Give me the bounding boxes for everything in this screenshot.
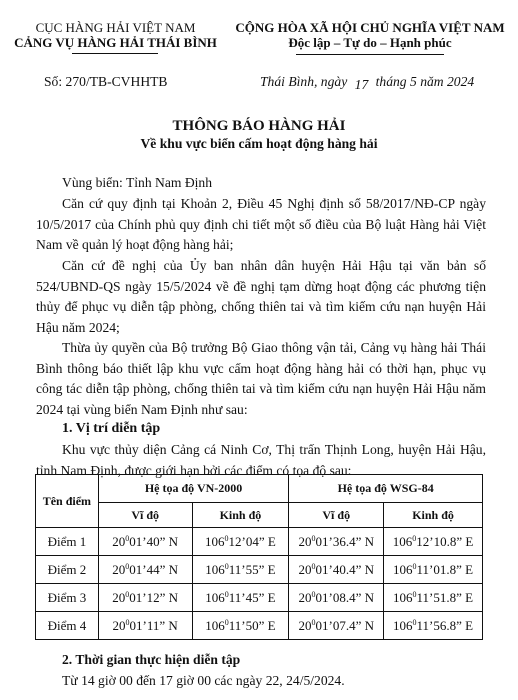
wgs-longitude: $106^012’10.8$” E [384, 528, 483, 556]
wgs-latitude: $20^001’08.4$” N [289, 584, 384, 612]
coordinates-table [35, 474, 483, 640]
paragraph-authorization: Thừa ủy quyền của Bộ trưởng Bộ Giao thông vận tải, Cảng vụ hàng hải Thái Bình thông báo thiết lập khu vực cấm hoạt động hàng hải có thời hạn, phục vụ công tác diễn tập phòng, chống thiên tai và tìm kiếm cứu nạn huyện Hải Hậu năm 2024 tại vùng biển Nam Định như sau: [36, 340, 486, 417]
vn-latitude: $20^001’44$” N [98, 556, 192, 584]
wgs-latitude: $20^001’07.4$” N [289, 612, 384, 640]
doc-date [260, 72, 474, 93]
agency-parent: CỤC HÀNG HẢI VIỆT NAM [35, 20, 196, 35]
date-day: 17 [354, 77, 369, 92]
table-row [36, 584, 483, 612]
wgs-longitude: $106^011’01.8$” E [384, 556, 483, 584]
section-1-heading: 1. Vị trí diễn tập [62, 421, 161, 436]
vn-longitude: $106^012’04$” E [192, 528, 289, 556]
country-name: CỘNG HÒA XÃ HỘI CHỦ NGHĨA VIỆT NAM [235, 20, 505, 35]
doc-subtitle: Về khu vực biển cấm hoạt động hàng hải [140, 136, 378, 151]
vn-latitude: $20^001’12$” N [98, 584, 192, 612]
motto-underline [296, 54, 444, 55]
header-vn-latitude: Vĩ độ [98, 503, 192, 528]
agency-name: CẢNG VỤ HÀNG HẢI THÁI BÌNH [14, 35, 217, 50]
doc-number-value: 270/TB-CVHHTB [65, 74, 168, 89]
wgs-latitude: $20^001’36.4$” N [289, 528, 384, 556]
point-name: Điểm 4 [36, 612, 99, 640]
paragraph-request: Căn cứ đề nghị của Ủy ban nhân dân huyện Hải Hậu tại văn bản số 524/UBND-QS ngày 15/5/2024 về đề nghị tạm dừng hoạt động các phương tiện thủy để phục vụ diễn tập phòng, chống thiên tai và tìm kiếm cứu nạn huyện Hải Hậu năm 2024; [36, 258, 486, 335]
wgs-latitude: $20^001’40.4$” N [289, 556, 384, 584]
doc-title: THÔNG BÁO HÀNG HẢI [172, 118, 346, 134]
section-2-text: Từ 14 giờ 00 đến 17 giờ 00 các ngày 22, 24/5/2024. [62, 673, 345, 688]
header-vn2000: Hệ tọa độ VN-2000 [98, 475, 289, 503]
region-line: Vùng biển: Tỉnh Nam Định [62, 175, 213, 190]
header-point-name: Tên điểm [36, 475, 99, 528]
vn-latitude: $20^001’40$” N [98, 528, 192, 556]
vn-latitude: $20^001’11$” N [98, 612, 192, 640]
header-wgs-latitude: Vĩ độ [289, 503, 384, 528]
date-prefix: Thái Bình, ngày [260, 74, 348, 89]
doc-number [44, 72, 168, 93]
agency-underline [72, 53, 158, 54]
table-row [36, 612, 483, 640]
table-row [36, 556, 483, 584]
vn-longitude: $106^011’55$” E [192, 556, 289, 584]
date-suffix: tháng 5 năm 2024 [375, 74, 475, 89]
vn-longitude: $106^011’50$” E [192, 612, 289, 640]
motto: Độc lập – Tự do – Hạnh phúc [288, 35, 452, 50]
point-name: Điểm 2 [36, 556, 99, 584]
table-row [36, 528, 483, 556]
point-name: Điểm 3 [36, 584, 99, 612]
header-wgs84: Hệ tọa độ WSG-84 [289, 475, 483, 503]
doc-number-label: Số: [44, 74, 63, 89]
header-wgs-longitude: Kinh độ [384, 503, 483, 528]
paragraph-legal-basis: Căn cứ quy định tại Khoản 2, Điều 45 Nghị định số 58/2017/NĐ-CP ngày 10/5/2017 của Chính phủ quy định chi tiết một số điều của Bộ luật Hàng hải Việt Nam về quản lý hoạt động hàng hải; [36, 196, 486, 252]
vn-longitude: $106^011’45$” E [192, 584, 289, 612]
header-vn-longitude: Kinh độ [192, 503, 289, 528]
wgs-longitude: $106^011’56.8$” E [384, 612, 483, 640]
section-1-text: Khu vực thủy diện Cảng cá Ninh Cơ, Thị trấn Thịnh Long, huyện Hải Hậu, tỉnh Nam Định, được giới hạn bởi các điểm có tọa độ sau: [36, 442, 486, 478]
wgs-longitude: $106^011’51.8$” E [384, 584, 483, 612]
section-2-heading: 2. Thời gian thực hiện diễn tập [62, 652, 241, 667]
point-name: Điểm 1 [36, 528, 99, 556]
